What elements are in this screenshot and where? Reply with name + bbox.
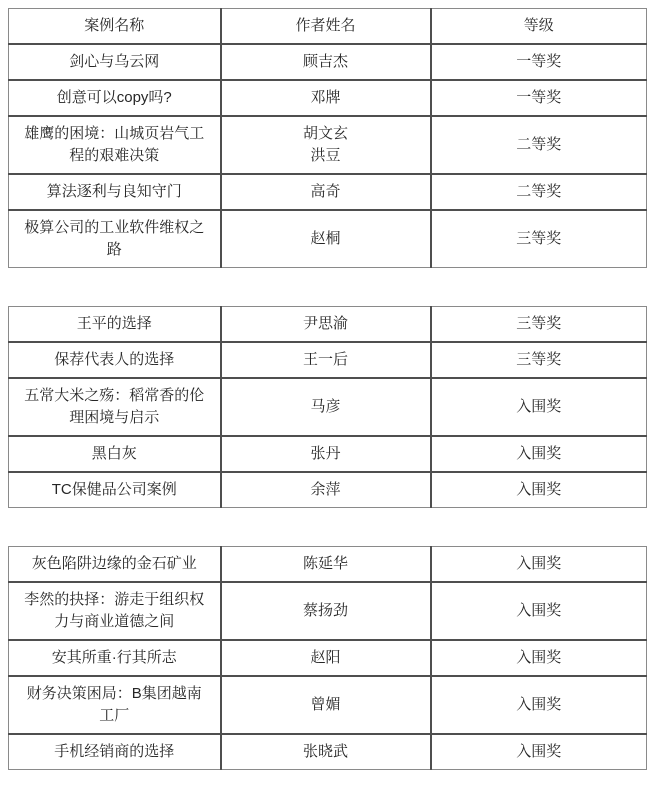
case-name-cell: 五常大米之殇：稻常香的伦理困境与启示: [9, 378, 221, 436]
table-row: [9, 640, 647, 676]
award-level-cell: 三等奖: [431, 307, 647, 343]
table-row: [9, 174, 647, 210]
author-name-cell: [221, 80, 431, 116]
author-name: 赵阳: [310, 649, 341, 666]
award-level-cell: 二等奖: [431, 116, 647, 174]
award-level-cell: 入围奖: [431, 547, 647, 583]
author-name: 蔡扬劲: [302, 602, 348, 619]
author-name-cell: [221, 547, 431, 583]
award-level-cell: 一等奖: [431, 44, 647, 80]
awards-table-3: [8, 546, 647, 770]
award-level-cell: 二等奖: [431, 174, 647, 210]
author-name: 尹思渝: [302, 315, 348, 332]
case-name-cell: 李然的抉择：游走于组织权力与商业道德之间: [9, 582, 221, 640]
award-level-cell: 入围奖: [431, 582, 647, 640]
author-name: 曾媚: [310, 696, 341, 713]
award-level-cell: 三等奖: [431, 210, 647, 268]
case-name-cell: 手机经销商的选择: [9, 734, 221, 770]
case-name-cell: 财务决策困局：B集团越南工厂: [9, 676, 221, 734]
author-name-cell: [221, 44, 431, 80]
table-row: [9, 116, 647, 174]
award-level-cell: 入围奖: [431, 378, 647, 436]
author-name-cell: [221, 734, 431, 770]
author-name-cell: [221, 116, 431, 174]
author-name: 马彦: [310, 398, 341, 415]
case-name-cell: 雄鹰的困境：山城页岩气工程的艰难决策: [9, 116, 221, 174]
award-level-cell: 入围奖: [431, 676, 647, 734]
header-cell-author-name: 作者姓名: [221, 9, 431, 45]
table-row: [9, 436, 647, 472]
author-name-cell: [221, 378, 431, 436]
author-name: 邓牌: [310, 89, 341, 106]
table-row: [9, 342, 647, 378]
awards-table-1: [8, 8, 647, 268]
case-name-cell: 安其所重·行其所志: [9, 640, 221, 676]
author-name-cell: [221, 342, 431, 378]
award-results-document: [8, 8, 655, 770]
table-row: [9, 44, 647, 80]
table-row: [9, 307, 647, 343]
author-name-cell: [221, 436, 431, 472]
author-name-cell: [221, 640, 431, 676]
table-row: [9, 582, 647, 640]
author-name-cell: [221, 307, 431, 343]
author-name: 赵桐: [310, 230, 341, 247]
author-name: 张晓武: [302, 743, 348, 760]
author-name-cell: [221, 174, 431, 210]
case-name-cell: 算法逐利与良知守门: [9, 174, 221, 210]
award-level-cell: 入围奖: [431, 436, 647, 472]
table-row: [9, 378, 647, 436]
author-name-cell: [221, 582, 431, 640]
author-name: 顾吉杰: [302, 53, 348, 70]
case-name-cell: 剑心与乌云网: [9, 44, 221, 80]
author-name-cell: [221, 472, 431, 508]
header-row: [9, 9, 647, 45]
author-name: 胡文玄: [302, 125, 348, 142]
case-name-cell: 黑白灰: [9, 436, 221, 472]
case-name-cell: 创意可以copy吗?: [9, 80, 221, 116]
author-name-cell: [221, 676, 431, 734]
award-level-cell: 入围奖: [431, 640, 647, 676]
awards-table-2: [8, 306, 647, 508]
author-name-cell: [221, 210, 431, 268]
table-row: [9, 80, 647, 116]
author-name: 张丹: [310, 445, 341, 462]
author-name: 洪豆: [310, 147, 341, 164]
case-name-cell: 灰色陷阱边缘的金石矿业: [9, 547, 221, 583]
award-level-cell: 一等奖: [431, 80, 647, 116]
author-name: 王一后: [302, 351, 348, 368]
case-name-cell: 保荐代表人的选择: [9, 342, 221, 378]
table-row: [9, 734, 647, 770]
award-level-cell: 入围奖: [431, 472, 647, 508]
case-name-cell: 王平的选择: [9, 307, 221, 343]
table-row: [9, 210, 647, 268]
author-name: 陈延华: [302, 555, 348, 572]
table-row: [9, 547, 647, 583]
author-name: 高奇: [310, 183, 341, 200]
award-level-cell: 三等奖: [431, 342, 647, 378]
header-cell-case-name: 案例名称: [9, 9, 221, 45]
award-level-cell: 入围奖: [431, 734, 647, 770]
table-row: [9, 676, 647, 734]
case-name-cell: 极算公司的工业软件维权之路: [9, 210, 221, 268]
case-name-cell: TC保健品公司案例: [9, 472, 221, 508]
author-name: 余萍: [310, 481, 341, 498]
table-row: [9, 472, 647, 508]
header-cell-award-level: 等级: [431, 9, 647, 45]
